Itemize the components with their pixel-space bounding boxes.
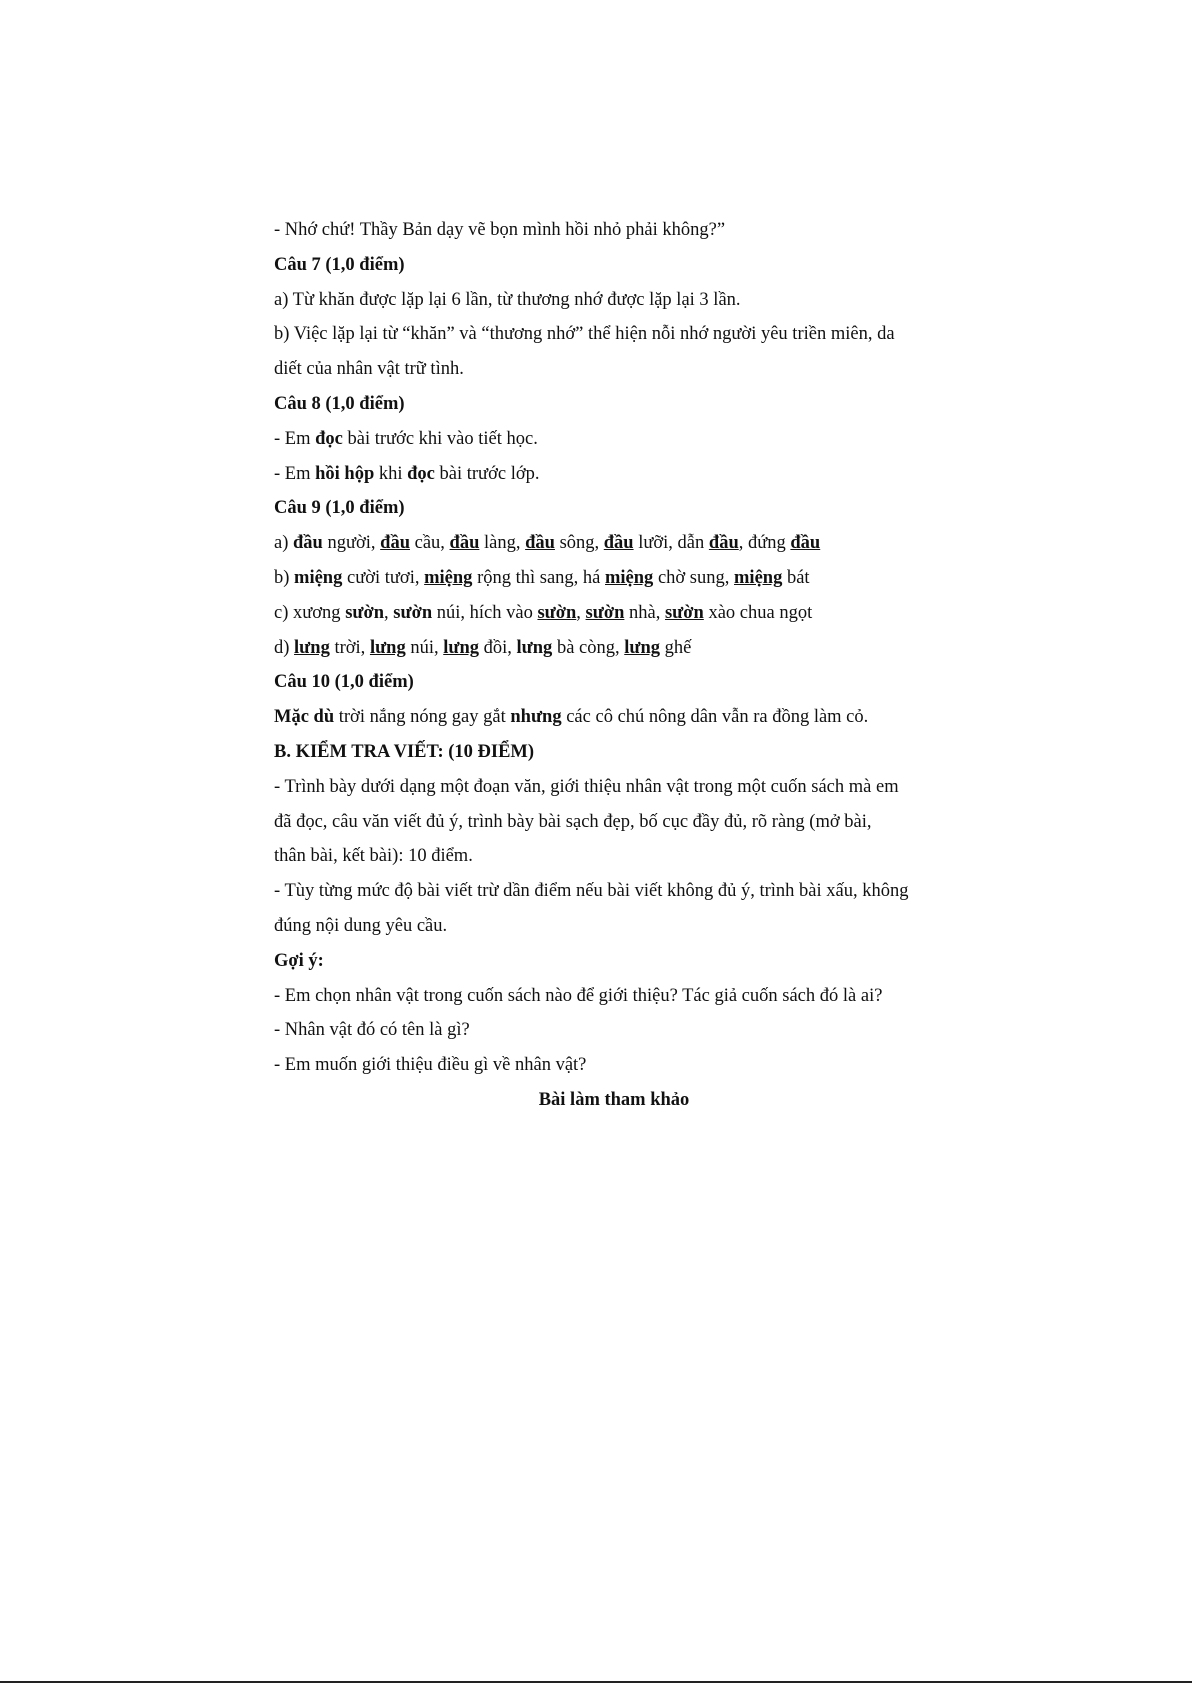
q9-text: lưỡi, dẫn: [633, 533, 709, 554]
q9-text: trời,: [329, 637, 370, 658]
q8-text: - Em: [274, 428, 316, 449]
q9-keyword: sườn: [345, 602, 385, 623]
q9-text: d): [274, 637, 295, 658]
q9-text: cầu,: [409, 533, 450, 554]
q9-keyword-underlined: lưng: [294, 637, 330, 658]
q8-heading: Câu 8 (1,0 điểm): [274, 393, 405, 414]
document-body: [274, 213, 954, 1118]
intro-line: - Nhớ chứ! Thầy Bản dạy vẽ bọn mình hồi nhỏ phải không?”: [274, 220, 726, 240]
part-b-para2-line2: đúng nội dung yêu cầu.: [274, 915, 448, 936]
q9-keyword: sườn: [393, 602, 433, 623]
q8-keyword: hồi hộp: [315, 463, 375, 484]
q9-text: , đứng: [738, 533, 791, 554]
q9-answer-a: [274, 526, 954, 561]
q9-answer-d: [274, 631, 954, 666]
q9-text: a): [274, 533, 293, 554]
q9-text: ,: [576, 602, 586, 623]
q8-keyword: đọc: [315, 428, 343, 449]
q10-heading: Câu 10 (1,0 điểm): [274, 672, 414, 693]
q9-text: làng,: [479, 533, 526, 554]
q9-keyword-underlined: sườn: [585, 602, 625, 623]
q9-text: chờ sung,: [653, 567, 735, 588]
q8-keyword: đọc: [407, 463, 435, 484]
q8-sentence-2: [274, 457, 954, 492]
q9-keyword-underlined: lưng: [369, 637, 406, 658]
q9-text: ,: [384, 602, 394, 623]
q9-keyword-underlined: lưng: [443, 637, 480, 658]
part-b-heading: B. KIỂM TRA VIẾT: (10 ĐIỂM): [274, 741, 535, 762]
hint-item-1: - Em chọn nhân vật trong cuốn sách nào để giới thiệu? Tác giả cuốn sách đó là ai?: [274, 985, 883, 1006]
q9-text: đồi,: [479, 637, 517, 658]
q9-keyword: miệng: [294, 567, 343, 588]
q9-keyword-underlined: đầu: [525, 533, 555, 554]
q9-text: núi,: [405, 637, 444, 658]
q10-answer: [274, 700, 954, 735]
q9-keyword-underlined: đầu: [790, 533, 821, 554]
q9-keyword: đầu: [293, 533, 323, 554]
q9-text: bà còng,: [552, 637, 625, 658]
q9-keyword-underlined: miệng: [734, 567, 783, 588]
q8-text: khi: [374, 463, 408, 484]
q9-text: xào chua ngọt: [703, 602, 813, 623]
q10-text: trời nắng nóng gay gắt: [334, 707, 511, 728]
q9-keyword-underlined: miệng: [605, 567, 654, 588]
q9-text: cười tươi,: [342, 567, 425, 588]
q10-keyword: Mặc dù: [274, 707, 335, 728]
q9-keyword-underlined: đầu: [708, 533, 739, 554]
q9-keyword-underlined: sườn: [664, 602, 704, 623]
q10-keyword: nhưng: [510, 707, 562, 728]
hint-item-3: - Em muốn giới thiệu điều gì về nhân vật?: [274, 1055, 587, 1076]
q7-heading: Câu 7 (1,0 điểm): [274, 254, 405, 275]
q9-keyword-underlined: đầu: [449, 533, 480, 554]
q9-keyword-underlined: đầu: [380, 533, 410, 554]
q8-sentence-1: [274, 422, 954, 457]
q9-keyword-underlined: miệng: [424, 567, 473, 588]
q9-text: c) xương: [274, 602, 346, 623]
reference-essay-heading: Bài làm tham khảo: [538, 1089, 690, 1110]
q9-answer-b: [274, 561, 954, 596]
q8-text: - Em: [274, 463, 316, 484]
q7-answer-b-line2: diết của nhân vật trữ tình.: [274, 359, 464, 380]
q9-keyword-underlined: đầu: [603, 533, 634, 554]
q9-text: b): [274, 567, 295, 588]
page-bottom-divider: [0, 1681, 1192, 1683]
q10-text: các cô chú nông dân vẫn ra đồng làm cỏ.: [561, 707, 869, 728]
q9-text: nhà,: [624, 602, 665, 623]
hint-item-2: - Nhân vật đó có tên là gì?: [274, 1020, 470, 1041]
q7-answer-a: a) Từ khăn được lặp lại 6 lần, từ thương nhớ được lặp lại 3 lần.: [274, 289, 741, 310]
q9-text: người,: [322, 533, 381, 554]
hint-heading: Gợi ý:: [274, 950, 324, 971]
q9-text: núi, hích vào: [432, 602, 538, 623]
q9-text: bát: [782, 567, 810, 588]
q9-keyword-underlined: lưng: [624, 637, 661, 658]
q7-answer-b-line1: b) Việc lặp lại từ “khăn” và “thương nhớ” thể hiện nỗi nhớ người yêu triền miên, da: [274, 324, 895, 345]
q9-answer-c: [274, 596, 954, 631]
q9-text: sông,: [554, 533, 604, 554]
q9-keyword: lưng: [516, 637, 553, 658]
q9-keyword-underlined: sườn: [537, 602, 577, 623]
part-b-para2-line1: - Tùy từng mức độ bài viết trừ dần điểm nếu bài viết không đủ ý, trình bài xấu, không: [274, 881, 909, 902]
q9-text: rộng thì sang, há: [472, 567, 605, 588]
part-b-para1-line2: đã đọc, câu văn viết đủ ý, trình bày bài sạch đẹp, bố cục đầy đủ, rõ ràng (mở bài,: [274, 811, 872, 832]
part-b-para1-line1: - Trình bày dưới dạng một đoạn văn, giới thiệu nhân vật trong một cuốn sách mà em: [274, 776, 899, 797]
q9-text: ghế: [660, 637, 692, 658]
q9-heading: Câu 9 (1,0 điểm): [274, 498, 405, 519]
part-b-para1-line3: thân bài, kết bài): 10 điểm.: [274, 846, 473, 867]
q8-text: bài trước khi vào tiết học.: [342, 428, 538, 449]
q8-text: bài trước lớp.: [434, 463, 540, 484]
